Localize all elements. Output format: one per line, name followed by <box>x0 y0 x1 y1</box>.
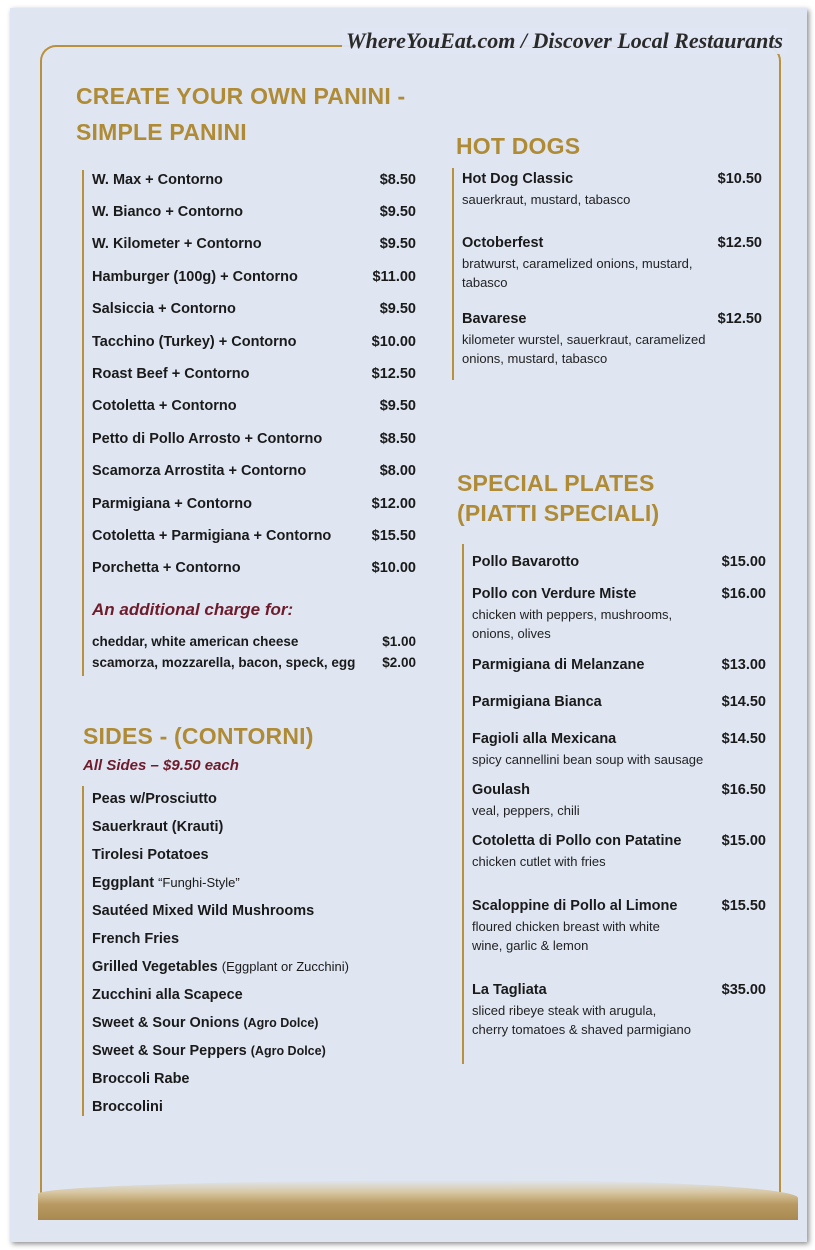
sides-column <box>82 786 404 1116</box>
item-price: $14.50 <box>721 731 766 747</box>
item-name: Hamburger (100g) + Contorno <box>92 269 298 285</box>
side-note: (Eggplant or Zucchini) <box>221 959 349 974</box>
side-name: Eggplant <box>92 875 155 891</box>
side-name: Grilled Vegetables <box>92 959 218 975</box>
sides-subheading: All Sides – $9.50 each <box>83 757 239 774</box>
side-item <box>92 1015 318 1031</box>
side-item <box>92 1099 163 1115</box>
item-name: scamorza, mozzarella, bacon, speck, egg <box>92 655 356 670</box>
item-price: $15.50 <box>371 528 416 544</box>
item-description-line: tabasco <box>462 275 508 290</box>
item-price: $13.00 <box>721 657 766 673</box>
side-item <box>92 847 209 863</box>
item-name: Cotoletta di Pollo con Patatine <box>472 833 682 849</box>
item-name: cheddar, white american cheese <box>92 634 299 649</box>
hotdogs-column <box>452 168 762 380</box>
item-description-line: chicken with peppers, mushrooms, <box>472 607 673 622</box>
specials-heading <box>457 468 659 528</box>
item-description-line: kilometer wurstel, sauerkraut, caramelized <box>462 332 706 347</box>
item-description <box>472 1001 691 1039</box>
item-description-line: cherry tomatoes & shaved parmigiano <box>472 1022 691 1037</box>
item-description <box>472 605 672 643</box>
item-price: $9.50 <box>379 398 416 414</box>
item-name: Hot Dog Classic <box>462 171 574 187</box>
menu-page <box>10 8 807 1242</box>
item-price: $8.00 <box>379 463 416 479</box>
item-description <box>462 190 630 209</box>
item-description <box>472 750 703 769</box>
item-name: W. Max + Contorno <box>92 172 223 188</box>
side-item <box>92 931 179 947</box>
item-name: Scamorza Arrostita + Contorno <box>92 463 307 479</box>
item-description <box>472 801 580 820</box>
item-description-line: bratwurst, caramelized onions, mustard, <box>462 256 693 271</box>
side-item <box>92 875 240 891</box>
side-name: Broccoli Rabe <box>92 1071 190 1087</box>
side-item <box>92 819 223 835</box>
item-price: $12.50 <box>717 311 762 327</box>
item-name: Fagioli alla Mexicana <box>472 731 617 747</box>
specials-heading-line1: SPECIAL PLATES <box>457 470 655 496</box>
item-price: $12.00 <box>371 496 416 512</box>
item-price: $9.50 <box>379 204 416 220</box>
item-name: Parmigiana di Melanzane <box>472 657 645 673</box>
item-name: Roast Beef + Contorno <box>92 366 250 382</box>
side-item <box>92 1043 326 1059</box>
item-price: $10.00 <box>371 560 416 576</box>
item-description <box>472 917 660 955</box>
item-name: W. Kilometer + Contorno <box>92 236 262 252</box>
side-item <box>92 959 349 975</box>
item-price: $16.00 <box>721 586 766 602</box>
item-price: $14.50 <box>721 694 766 710</box>
item-name: Salsiccia + Contorno <box>92 301 236 317</box>
panini-column <box>82 170 416 676</box>
decorative-bottom-strip <box>38 1180 798 1220</box>
side-item <box>92 987 243 1003</box>
item-description <box>462 254 692 292</box>
side-note: “Funghi-Style” <box>158 875 240 890</box>
item-price: $35.00 <box>721 982 766 998</box>
item-name: Octoberfest <box>462 235 544 251</box>
item-name: Cotoletta + Parmigiana + Contorno <box>92 528 332 544</box>
item-price: $10.00 <box>371 334 416 350</box>
item-description-line: sliced ribeye steak with arugula, <box>472 1003 657 1018</box>
side-name: Sautéed Mixed Wild Mushrooms <box>92 903 315 919</box>
item-name: Cotoletta + Contorno <box>92 398 237 414</box>
side-name: Peas w/Prosciutto <box>92 791 217 807</box>
item-description-line: onions, olives <box>472 626 551 641</box>
side-item <box>92 791 217 807</box>
side-name: French Fries <box>92 931 180 947</box>
item-name: Pollo con Verdure Miste <box>472 586 637 602</box>
item-description-line: chicken cutlet with fries <box>472 854 606 869</box>
item-name: W. Bianco + Contorno <box>92 204 244 220</box>
side-item <box>92 903 314 919</box>
side-note: (Agro Dolce) <box>250 1044 326 1058</box>
watermark: WhereYouEat.com / Discover Local Restaurants <box>342 28 787 54</box>
item-name: Bavarese <box>462 311 527 327</box>
item-name: Tacchino (Turkey) + Contorno <box>92 334 297 350</box>
panini-heading <box>76 78 405 150</box>
item-name: Parmigiana + Contorno <box>92 496 252 512</box>
item-name: Pollo Bavarotto <box>472 554 580 570</box>
item-price: $12.50 <box>717 235 762 251</box>
side-name: Sauerkraut (Krauti) <box>92 819 224 835</box>
side-note: (Agro Dolce) <box>243 1016 319 1030</box>
side-name: Broccolini <box>92 1099 163 1115</box>
item-price: $1.00 <box>382 634 416 649</box>
item-description-line: onions, mustard, tabasco <box>462 351 608 366</box>
item-price: $9.50 <box>379 301 416 317</box>
specials-column <box>462 544 766 1064</box>
item-name: La Tagliata <box>472 982 547 998</box>
item-price: $15.50 <box>721 898 766 914</box>
item-name: Goulash <box>472 782 531 798</box>
panini-heading-line1: CREATE YOUR OWN PANINI - <box>76 83 406 109</box>
item-description-line: veal, peppers, chili <box>472 803 580 818</box>
item-name: Porchetta + Contorno <box>92 560 241 576</box>
side-name: Sweet & Sour Peppers <box>92 1043 247 1059</box>
additional-charge-heading: An additional charge for: <box>92 600 294 619</box>
side-name: Sweet & Sour Onions <box>92 1015 240 1031</box>
item-name: Petto di Pollo Arrosto + Contorno <box>92 431 323 447</box>
item-price: $9.50 <box>379 236 416 252</box>
item-price: $10.50 <box>717 171 762 187</box>
item-description-line: floured chicken breast with white <box>472 919 660 934</box>
item-price: $15.00 <box>721 554 766 570</box>
item-price: $15.00 <box>721 833 766 849</box>
item-price: $2.00 <box>382 655 416 670</box>
item-description-line: sauerkraut, mustard, tabasco <box>462 192 631 207</box>
item-description <box>462 330 705 368</box>
item-name: Scaloppine di Pollo al Limone <box>472 898 678 914</box>
side-name: Tirolesi Potatoes <box>92 847 209 863</box>
side-name: Zucchini alla Scapece <box>92 987 243 1003</box>
item-name: Parmigiana Bianca <box>472 694 602 710</box>
side-item <box>92 1071 190 1087</box>
item-price: $8.50 <box>379 172 416 188</box>
item-description <box>472 852 606 871</box>
panini-heading-line2: SIMPLE PANINI <box>76 119 247 145</box>
item-price: $8.50 <box>379 431 416 447</box>
item-price: $11.00 <box>372 269 416 285</box>
sides-heading: SIDES - (CONTORNI) <box>83 723 314 749</box>
item-description-line: wine, garlic & lemon <box>472 938 589 953</box>
hotdogs-heading: HOT DOGS <box>456 133 581 159</box>
item-price: $12.50 <box>371 366 416 382</box>
item-price: $16.50 <box>721 782 766 798</box>
specials-heading-line2: (PIATTI SPECIALI) <box>457 500 660 526</box>
item-description-line: spicy cannellini bean soup with sausage <box>472 752 704 767</box>
